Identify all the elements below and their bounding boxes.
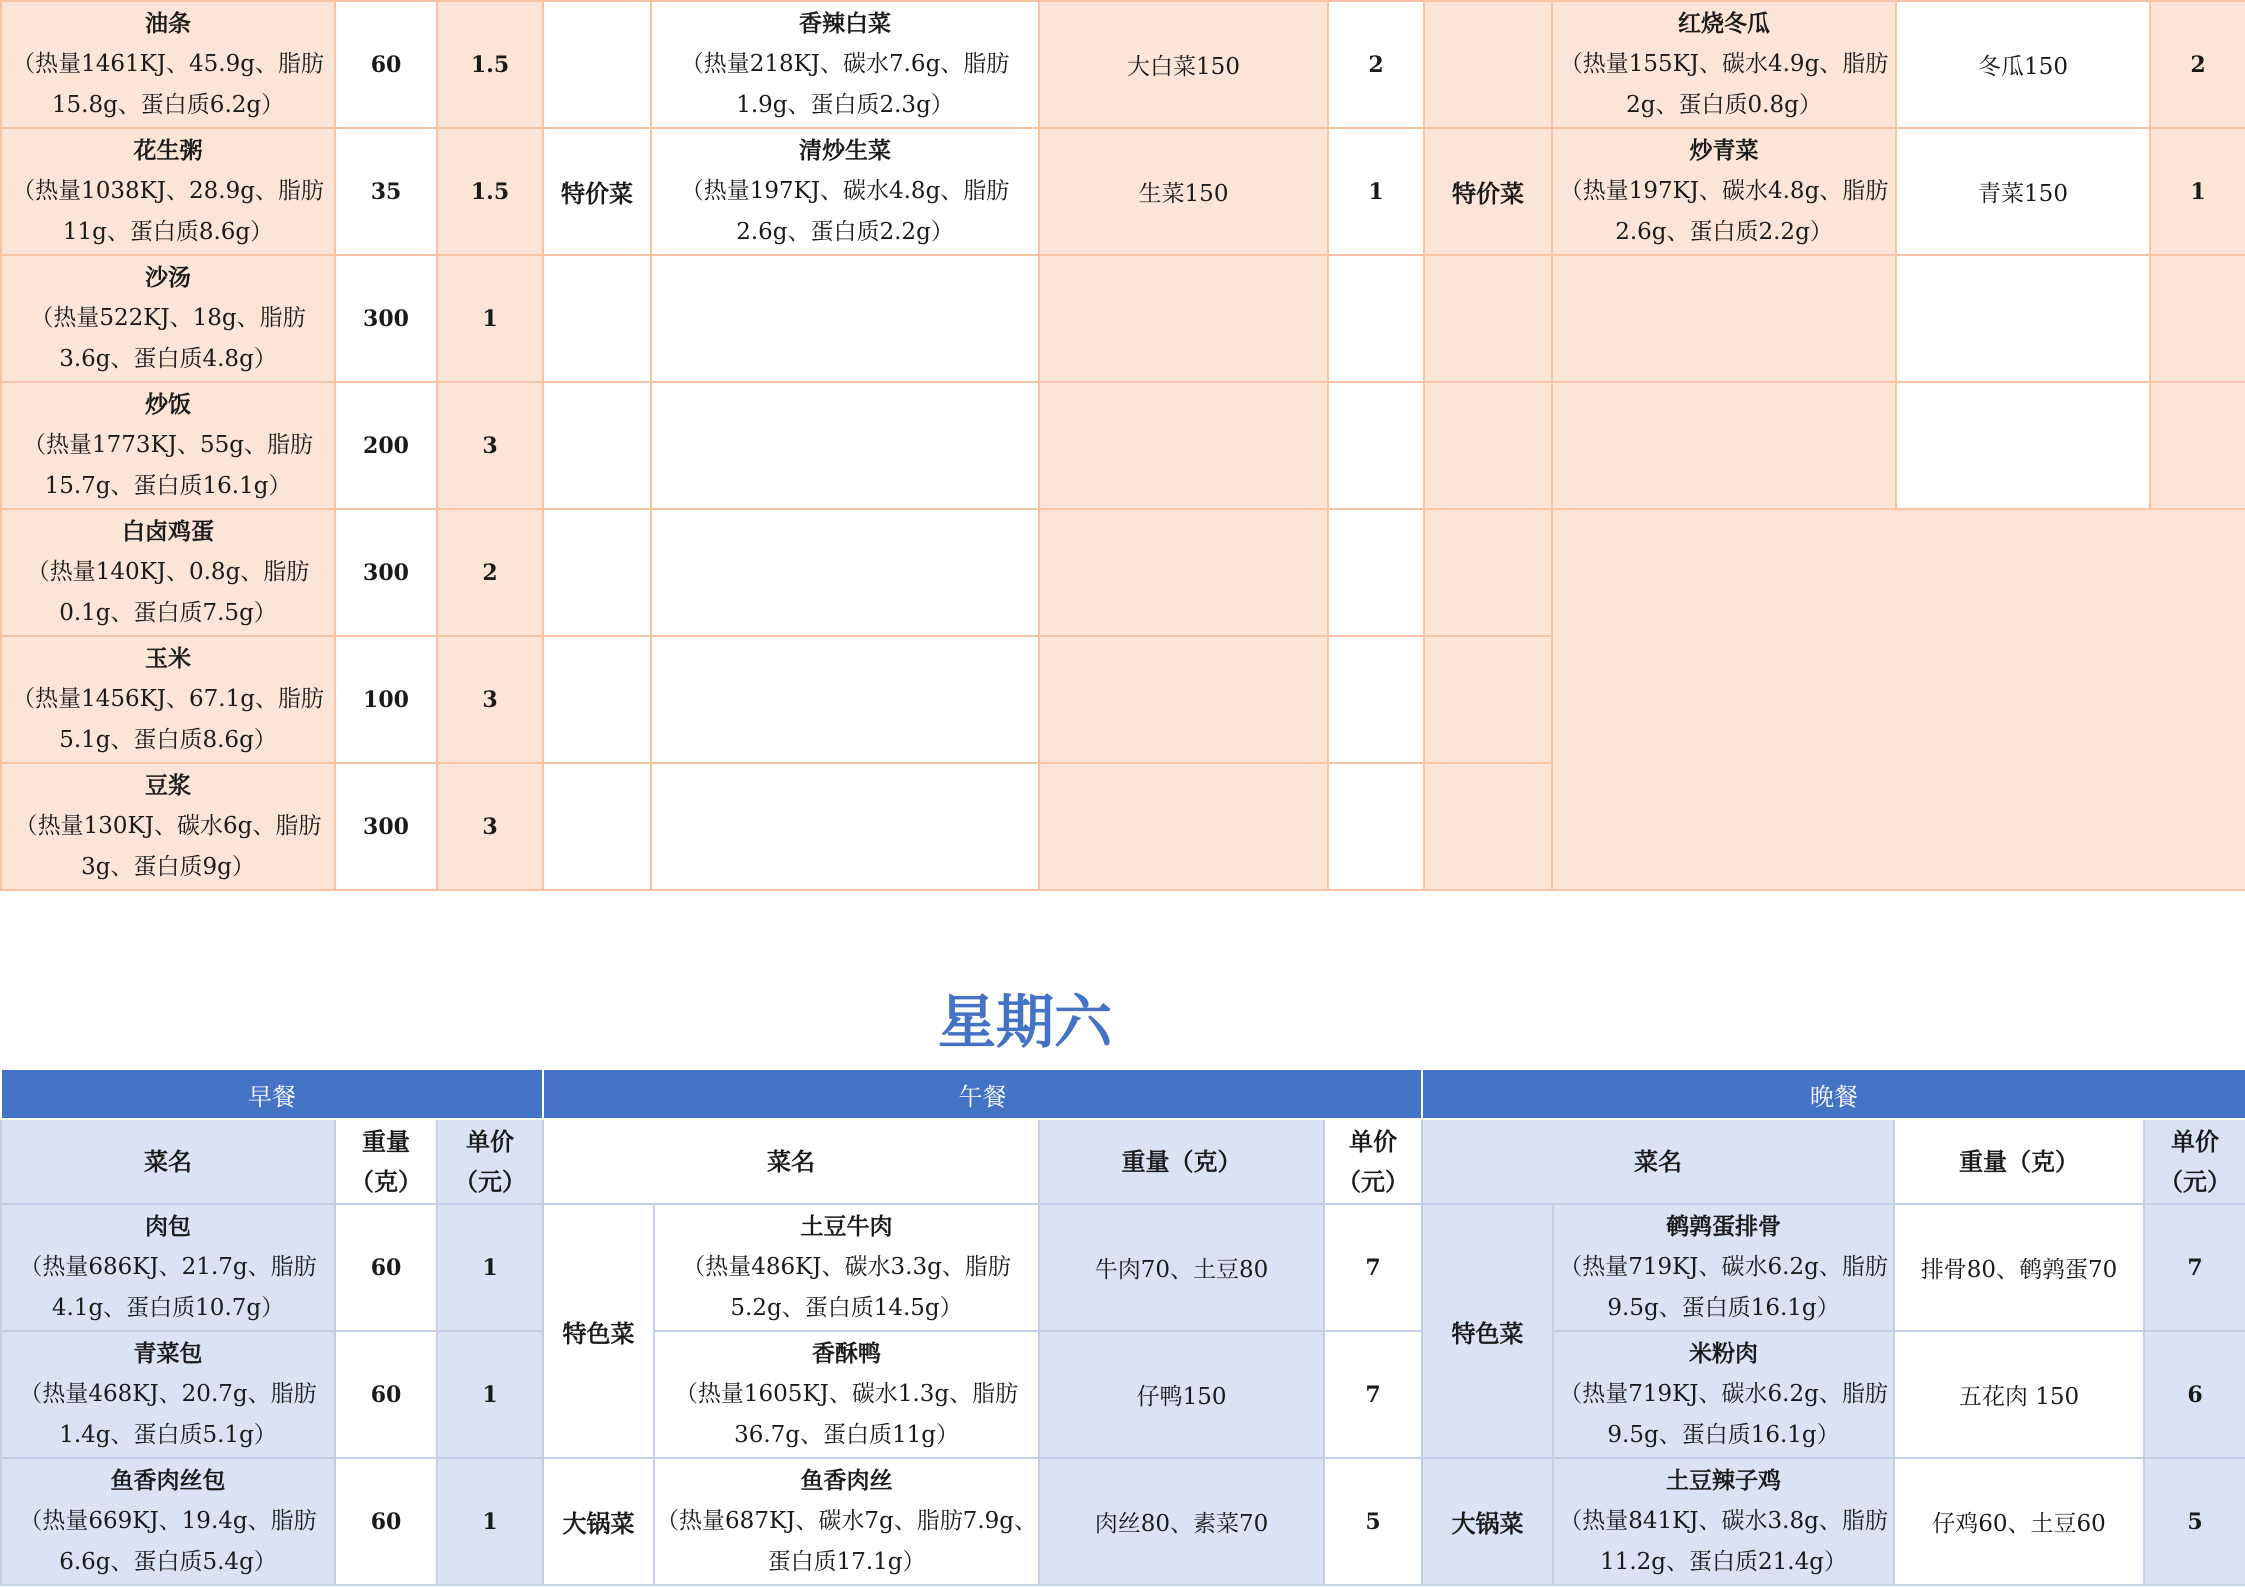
table-row	[1, 1458, 2245, 1585]
empty-cell	[1328, 763, 1424, 890]
header-dish-name: 菜名	[1422, 1119, 1894, 1204]
empty-cell	[651, 255, 1039, 382]
dish-nutrition: （热量468KJ、20.7g、脂肪1.4g、蛋白质5.1g）	[19, 1381, 317, 1448]
table-row	[1, 382, 2245, 509]
empty-cell	[1328, 255, 1424, 382]
table-row	[1, 509, 2245, 636]
breakfast-dish-cell	[1, 1458, 335, 1585]
lunch-category-label: 大锅菜	[543, 1458, 654, 1585]
price-value: 3	[437, 763, 543, 890]
dish-name: 炒青菜	[1689, 137, 1759, 164]
empty-cell	[1552, 382, 1896, 509]
dish-nutrition: （热量486KJ、碳水3.3g、脂肪5.2g、蛋白质14.5g）	[682, 1254, 1011, 1321]
meal-breakfast: 早餐	[1, 1069, 543, 1119]
empty-cell	[2150, 382, 2245, 509]
weight-value: 60	[335, 1331, 437, 1458]
dinner-dish-cell	[1552, 128, 1896, 255]
breakfast-dish-cell	[1, 1331, 335, 1458]
dish-name: 豆浆	[145, 772, 191, 799]
column-header-row	[1, 1119, 2245, 1204]
price-value: 6	[2144, 1331, 2245, 1458]
lunch-dish-cell	[654, 1204, 1039, 1331]
dish-nutrition: （热量522KJ、18g、脂肪3.6g、蛋白质4.8g）	[30, 305, 306, 372]
price-value: 7	[1324, 1331, 1422, 1458]
lunch-dish-cell	[654, 1331, 1039, 1458]
dinner-category-label: 特色菜	[1422, 1204, 1553, 1458]
empty-cell	[1896, 382, 2150, 509]
table-row	[1, 1204, 2245, 1331]
weight-value: 300	[335, 509, 437, 636]
dinner-category-label: 大锅菜	[1422, 1458, 1553, 1585]
weight-value: 60	[335, 1204, 437, 1331]
dish-nutrition: （热量130KJ、碳水6g、脂肪3g、蛋白质9g）	[14, 813, 322, 880]
header-weight: 重量（克）	[335, 1119, 437, 1204]
empty-cell	[1328, 382, 1424, 509]
weight-value: 大白菜150	[1039, 1, 1328, 128]
weight-value: 排骨80、鹌鹑蛋70	[1894, 1204, 2144, 1331]
empty-cell	[1328, 509, 1424, 636]
breakfast-dish-cell	[1, 1, 335, 128]
weight-value: 青菜150	[1896, 128, 2150, 255]
meal-header-row	[1, 1069, 2245, 1119]
dish-name: 炒饭	[145, 391, 191, 418]
price-value: 1	[2150, 128, 2245, 255]
empty-cell	[1424, 382, 1552, 509]
dish-name: 红烧冬瓜	[1678, 10, 1770, 37]
price-value: 1	[1328, 128, 1424, 255]
dish-nutrition: （热量1773KJ、55g、脂肪15.7g、蛋白质16.1g）	[23, 432, 313, 499]
dish-name: 白卤鸡蛋	[122, 518, 214, 545]
lunch-dish-cell	[651, 1, 1039, 128]
empty-cell	[1039, 509, 1328, 636]
empty-cell	[1039, 763, 1328, 890]
dish-name: 香酥鸭	[812, 1340, 882, 1367]
empty-cell	[1424, 509, 1552, 636]
dish-nutrition: （热量1456KJ、67.1g、脂肪5.1g、蛋白质8.6g）	[12, 686, 324, 753]
breakfast-dish-cell	[1, 763, 335, 890]
dinner-category-cell	[1424, 1, 1552, 128]
dish-name: 油条	[145, 10, 191, 37]
dish-nutrition: （热量1038KJ、28.9g、脂肪11g、蛋白质8.6g）	[12, 178, 324, 245]
weight-value: 牛肉70、土豆80	[1039, 1204, 1324, 1331]
dish-nutrition: （热量197KJ、碳水4.8g、脂肪2.6g、蛋白质2.2g）	[1559, 178, 1889, 245]
price-value: 2	[437, 509, 543, 636]
empty-cell	[543, 255, 651, 382]
empty-cell	[543, 382, 651, 509]
weight-value: 五花肉 150	[1894, 1331, 2144, 1458]
price-value: 3	[437, 382, 543, 509]
price-value: 7	[1324, 1204, 1422, 1331]
empty-cell	[651, 763, 1039, 890]
dish-nutrition: （热量197KJ、碳水4.8g、脂肪2.6g、蛋白质2.2g）	[680, 178, 1010, 245]
empty-cell	[1039, 255, 1328, 382]
dish-nutrition: （热量218KJ、碳水7.6g、脂肪1.9g、蛋白质2.3g）	[680, 51, 1010, 118]
dinner-dish-cell	[1552, 1, 1896, 128]
empty-cell	[651, 382, 1039, 509]
weight-value: 仔鸡60、土豆60	[1894, 1458, 2144, 1585]
header-weight: 重量（克）	[1894, 1119, 2144, 1204]
empty-cell	[1328, 636, 1424, 763]
weight-value: 35	[335, 128, 437, 255]
meal-dinner: 晚餐	[1422, 1069, 2245, 1119]
dish-name: 肉包	[145, 1213, 191, 1240]
price-value: 5	[1324, 1458, 1422, 1585]
dish-name: 米粉肉	[1689, 1340, 1759, 1367]
dish-name: 鹌鹑蛋排骨	[1666, 1213, 1782, 1240]
dish-nutrition: （热量687KJ、碳水7g、脂肪7.9g、蛋白质17.1g）	[656, 1508, 1038, 1575]
empty-cell	[543, 636, 651, 763]
dish-name: 香辣白菜	[799, 10, 891, 37]
breakfast-dish-cell	[1, 1204, 335, 1331]
header-weight: 重量（克）	[1039, 1119, 1324, 1204]
breakfast-dish-cell	[1, 509, 335, 636]
dish-nutrition: （热量155KJ、碳水4.9g、脂肪2g、蛋白质0.8g）	[1559, 51, 1889, 118]
weight-value: 60	[335, 1, 437, 128]
dinner-dish-cell	[1553, 1458, 1894, 1585]
empty-cell	[1424, 763, 1552, 890]
table-row	[1, 128, 2245, 255]
dish-nutrition: （热量841KJ、碳水3.8g、脂肪11.2g、蛋白质21.4g）	[1559, 1508, 1888, 1575]
dish-nutrition: （热量1605KJ、碳水1.3g、脂肪36.7g、蛋白质11g）	[674, 1381, 1019, 1448]
price-value: 1	[437, 1331, 543, 1458]
empty-cell	[1896, 255, 2150, 382]
section-title: 星期六	[937, 988, 1112, 1056]
price-value: 7	[2144, 1204, 2245, 1331]
empty-cell	[651, 636, 1039, 763]
dish-name: 鱼香肉丝	[800, 1467, 893, 1494]
dish-name: 玉米	[145, 645, 191, 672]
dish-name: 花生粥	[133, 137, 203, 164]
dinner-dish-cell	[1553, 1204, 1894, 1331]
breakfast-dish-cell	[1, 255, 335, 382]
empty-cell	[1424, 636, 1552, 763]
empty-cell	[1039, 382, 1328, 509]
weight-value: 60	[335, 1458, 437, 1585]
dish-name: 土豆辣子鸡	[1666, 1467, 1782, 1494]
dish-nutrition: （热量719KJ、碳水6.2g、脂肪9.5g、蛋白质16.1g）	[1559, 1381, 1888, 1448]
table-row	[1, 255, 2245, 382]
price-value: 5	[2144, 1458, 2245, 1585]
dish-name: 鱼香肉丝包	[110, 1467, 226, 1494]
header-price: 单价（元）	[2144, 1119, 2245, 1204]
empty-cell	[2150, 255, 2245, 382]
empty-cell	[651, 509, 1039, 636]
weight-value: 300	[335, 763, 437, 890]
weight-value: 100	[335, 636, 437, 763]
dish-nutrition: （热量719KJ、碳水6.2g、脂肪9.5g、蛋白质16.1g）	[1559, 1254, 1888, 1321]
header-price: 单价（元）	[1324, 1119, 1422, 1204]
dish-name: 沙汤	[145, 264, 191, 291]
price-value: 1.5	[437, 1, 543, 128]
dish-nutrition: （热量686KJ、21.7g、脂肪4.1g、蛋白质10.7g）	[19, 1254, 317, 1321]
breakfast-dish-cell	[1, 382, 335, 509]
table-row	[1, 1, 2245, 128]
price-value: 2	[1328, 1, 1424, 128]
header-price: 单价（元）	[437, 1119, 543, 1204]
meal-lunch: 午餐	[543, 1069, 1422, 1119]
weight-value: 冬瓜150	[1896, 1, 2150, 128]
dish-nutrition: （热量1461KJ、45.9g、脂肪15.8g、蛋白质6.2g）	[12, 51, 324, 118]
weight-value: 200	[335, 382, 437, 509]
weight-value: 仔鸭150	[1039, 1331, 1324, 1458]
dish-name: 清炒生菜	[799, 137, 891, 164]
breakfast-dish-cell	[1, 636, 335, 763]
header-dish-name: 菜名	[1, 1119, 335, 1204]
lunch-category-cell	[543, 1, 651, 128]
price-value: 2	[2150, 1, 2245, 128]
empty-cell	[1424, 255, 1552, 382]
lunch-category-label: 特价菜	[543, 128, 651, 255]
dinner-category-label: 特价菜	[1424, 128, 1552, 255]
table-row	[1, 1331, 2245, 1458]
weight-value: 生菜150	[1039, 128, 1328, 255]
dish-nutrition: （热量669KJ、19.4g、脂肪6.6g、蛋白质5.4g）	[19, 1508, 317, 1575]
dish-name: 青菜包	[133, 1340, 203, 1367]
dinner-dish-cell	[1553, 1331, 1894, 1458]
lunch-category-label: 特色菜	[543, 1204, 654, 1458]
lunch-dish-cell	[654, 1458, 1039, 1585]
header-dish-name: 菜名	[543, 1119, 1039, 1204]
price-value: 1	[437, 1458, 543, 1585]
weight-value: 300	[335, 255, 437, 382]
empty-cell	[1039, 636, 1328, 763]
breakfast-dish-cell	[1, 128, 335, 255]
price-value: 1.5	[437, 128, 543, 255]
empty-cell	[1552, 255, 1896, 382]
price-value: 1	[437, 1204, 543, 1331]
empty-cell	[543, 763, 651, 890]
price-value: 1	[437, 255, 543, 382]
lunch-dish-cell	[651, 128, 1039, 255]
saturday-menu-table	[0, 1068, 2245, 1586]
dish-nutrition: （热量140KJ、0.8g、脂肪0.1g、蛋白质7.5g）	[26, 559, 310, 626]
empty-merged-cell	[1552, 509, 2245, 890]
empty-cell	[543, 509, 651, 636]
dish-name: 土豆牛肉	[800, 1213, 893, 1240]
weight-value: 肉丝80、素菜70	[1039, 1458, 1324, 1585]
price-value: 3	[437, 636, 543, 763]
